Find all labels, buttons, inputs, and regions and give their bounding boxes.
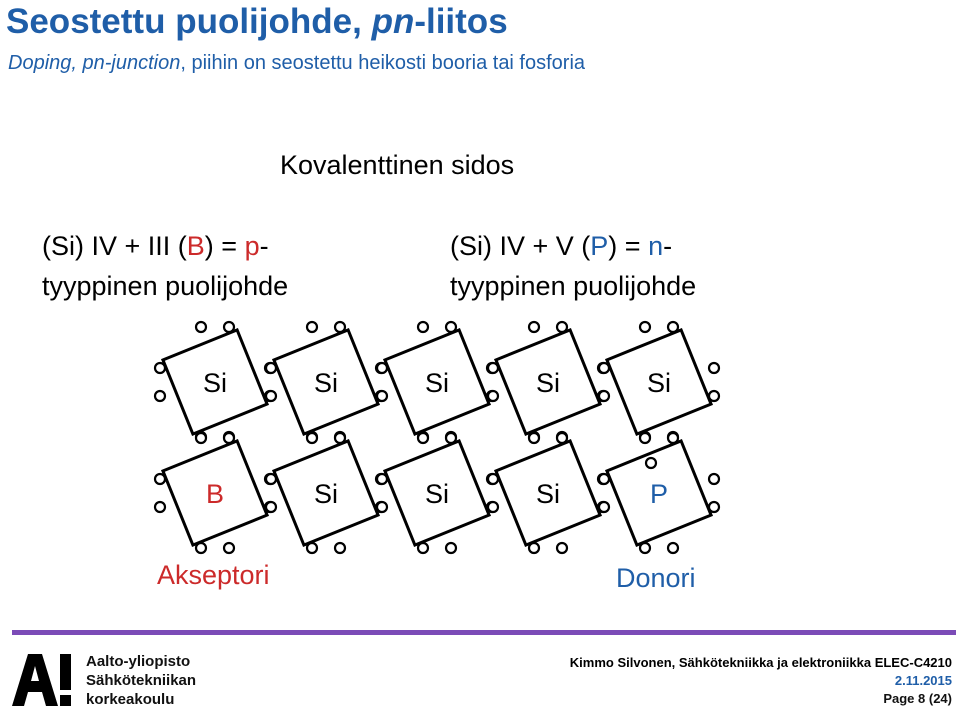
- silicon-atom: Si: [313, 479, 339, 509]
- valence-electron: [557, 322, 567, 332]
- valence-electron: [224, 322, 234, 332]
- silicon-atom: Si: [535, 368, 561, 398]
- valence-electron: [668, 433, 678, 443]
- slide-footer: [570, 654, 952, 708]
- valence-electron: [155, 474, 165, 484]
- valence-electron: [557, 433, 567, 443]
- crystal-lattice-diagram: [0, 300, 960, 562]
- valence-electron: [377, 363, 387, 373]
- valence-electron: [418, 433, 428, 443]
- valence-electron: [529, 322, 539, 332]
- atom-cell: [599, 433, 719, 553]
- valence-electron: [196, 433, 206, 443]
- valence-electron: [307, 433, 317, 443]
- valence-electron: [529, 543, 539, 553]
- phosphorus-atom: P: [649, 479, 669, 509]
- valence-electron: [446, 543, 456, 553]
- atom-cell: [266, 433, 386, 553]
- atom-cell: [488, 433, 608, 553]
- silicon-atom: Si: [424, 479, 450, 509]
- valence-electron: [196, 543, 206, 553]
- valence-electron: [224, 543, 234, 553]
- n-type-caption: (Si) IV + V (P) = n- tyyppinen puolijohde: [450, 231, 697, 301]
- valence-electron: [668, 543, 678, 553]
- donor-label: Donori: [616, 563, 696, 593]
- valence-electron: [529, 433, 539, 443]
- valence-electron: [599, 391, 609, 401]
- silicon-atom: Si: [424, 368, 450, 398]
- atom-cell: [155, 322, 275, 442]
- valence-electron: [599, 363, 609, 373]
- valence-electron: [377, 502, 387, 512]
- valence-electron: [155, 363, 165, 373]
- silicon-atom: Si: [202, 368, 228, 398]
- valence-electron: [488, 474, 498, 484]
- valence-electron: [196, 322, 206, 332]
- valence-electron: [335, 322, 345, 332]
- valence-electron: [155, 502, 165, 512]
- valence-electron: [446, 322, 456, 332]
- silicon-atom: Si: [646, 368, 672, 398]
- university-name: Aalto-yliopisto Sähkötekniikan korkeakoulu: [86, 653, 197, 708]
- valence-electron: [224, 433, 234, 443]
- atom-cell: [377, 433, 497, 553]
- valence-electron: [640, 322, 650, 332]
- valence-electron: [709, 391, 719, 401]
- valence-electron: [446, 433, 456, 443]
- aalto-logo-icon: [12, 652, 74, 708]
- valence-electron: [377, 391, 387, 401]
- valence-electron: [418, 543, 428, 553]
- valence-electron: [266, 474, 276, 484]
- valence-electron: [335, 433, 345, 443]
- valence-electron: [307, 322, 317, 332]
- covalent-bond-heading: Kovalenttinen sidos: [280, 150, 515, 180]
- valence-electron: [155, 391, 165, 401]
- author-course: Kimmo Silvonen, Sähkötekniikka ja elektroniikka ELEC-C4210: [569, 655, 952, 670]
- valence-electron: [266, 391, 276, 401]
- atom-cell: [488, 322, 608, 442]
- atom-cell: [599, 322, 719, 442]
- valence-electron: [335, 543, 345, 553]
- slide-subtitle: Doping, pn-junction, piihin on seostettu heikosti booria tai fosforia: [8, 52, 586, 74]
- atom-cell: [266, 322, 386, 442]
- silicon-atom: Si: [313, 368, 339, 398]
- valence-electron: [709, 502, 719, 512]
- valence-electron: [557, 543, 567, 553]
- valence-electron: [488, 502, 498, 512]
- silicon-atom: Si: [535, 479, 561, 509]
- valence-electron: [266, 363, 276, 373]
- valence-electron: [307, 543, 317, 553]
- footer-divider: [12, 630, 956, 635]
- valence-electron: [599, 474, 609, 484]
- page-number: Page 8 (24): [883, 691, 952, 706]
- acceptor-label: Akseptori: [157, 560, 270, 590]
- valence-electron: [488, 363, 498, 373]
- valence-electron: [640, 543, 650, 553]
- valence-electron: [266, 502, 276, 512]
- valence-electron: [709, 363, 719, 373]
- valence-electron: [488, 391, 498, 401]
- valence-electron: [709, 474, 719, 484]
- slide-date: 2.11.2015: [894, 673, 952, 688]
- free-electron: [646, 458, 656, 468]
- atom-cell: [155, 433, 275, 553]
- valence-electron: [377, 474, 387, 484]
- valence-electron: [418, 322, 428, 332]
- valence-electron: [640, 433, 650, 443]
- slide-title: Seostettu puolijohde, pn-liitos: [6, 2, 508, 41]
- p-type-caption: (Si) IV + III (B) = p- tyyppinen puolijohde: [42, 231, 289, 301]
- atom-cell: [377, 322, 497, 442]
- valence-electron: [599, 502, 609, 512]
- valence-electron: [668, 322, 678, 332]
- boron-atom: B: [205, 479, 225, 509]
